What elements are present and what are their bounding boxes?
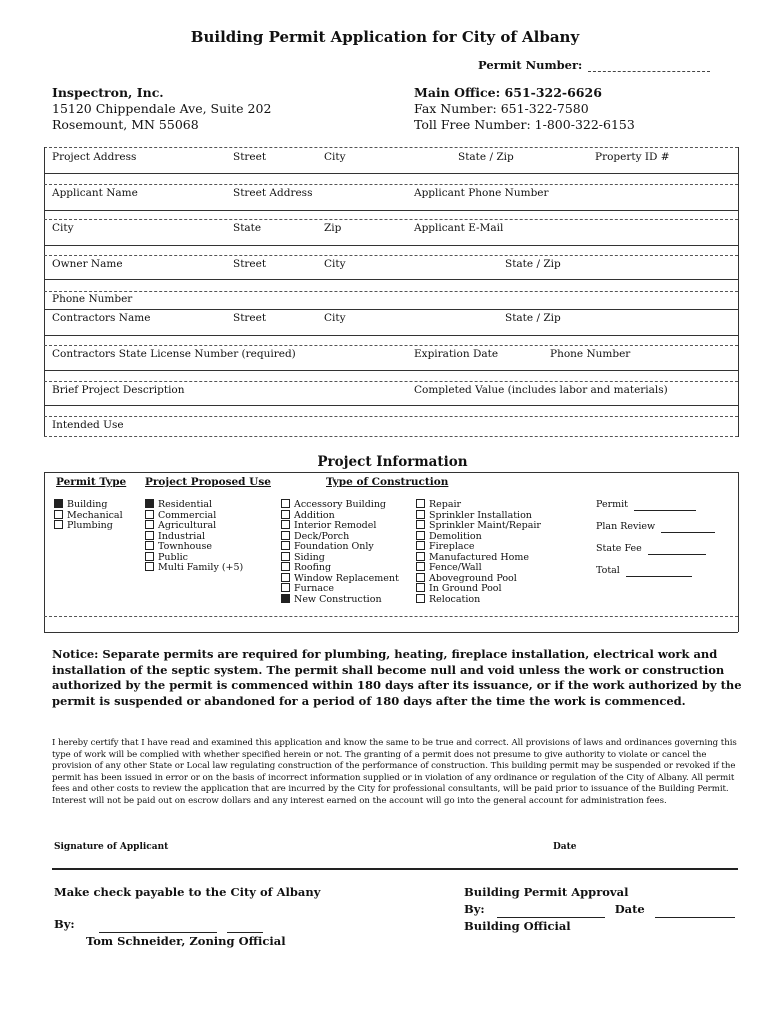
certification-text: I hereby certify that I have read and examined this application and know the same to be true and correct. All provisions of laws and ordinances governing this type of work will be complied with whether specified herein or not. The granting of a permit does not presume to give authority to violate or cancel the provision of any other State or Local law regulating construction of the performance of construction. This building permit may be suspended or revoked if the permit has been issued in error or on the basis of incorrect information supplied or in violation of any ordinance or regulation of the City of Albany. All permit fees and other costs to review the application that are incurred by the City for professional consultants, will be paid prior to issuance of the Building Permit. Interest will not be paid out on escrow dollars and any interest earned on the account will go into the general account for administration fees. (52, 738, 737, 806)
permit-type-list (54, 500, 123, 532)
form-bottom-border (44, 436, 738, 437)
by-label-text: By: (54, 917, 75, 931)
contractor-phone-label: Phone Number (550, 348, 631, 360)
fee-label: Total (596, 565, 620, 576)
phone-number-label: Phone Number (52, 293, 133, 305)
project-information-title: Project Information (317, 454, 468, 470)
signature-line[interactable] (52, 868, 738, 870)
permit-number-field[interactable] (588, 71, 710, 72)
signature-label: Signature of Applicant (54, 842, 169, 852)
permit-type-heading: Permit Type (56, 476, 127, 488)
project-address-label: Project Address (52, 151, 137, 163)
approval-date-label: Date (614, 902, 645, 916)
contractors-license-label: Contractors State License Number (required) (52, 348, 296, 360)
construction-type-option-label: New Construction (294, 593, 382, 605)
form-top-border (44, 147, 738, 148)
construction-type-option-label: Aboveground Pool (429, 572, 517, 584)
checkbox[interactable] (281, 594, 290, 603)
row-divider (44, 405, 738, 406)
completed-value-label: Completed Value (includes labor and materials) (414, 384, 668, 396)
proposed-use-option-label: Commercial (158, 509, 217, 521)
proposed-use-list (145, 500, 243, 574)
checkbox[interactable] (145, 499, 154, 508)
checkbox[interactable] (145, 541, 154, 550)
construction-type-option-label: Addition (294, 509, 335, 521)
checkbox[interactable] (281, 573, 290, 582)
fee-label: State Fee (596, 543, 642, 554)
row-divider (44, 416, 738, 417)
checkbox[interactable] (281, 531, 290, 540)
checkbox[interactable] (281, 510, 290, 519)
proposed-use-option[interactable] (145, 563, 243, 574)
fee-label: Permit (596, 499, 628, 510)
toll-free-number: Toll Free Number: 1-800-322-6153 (414, 117, 635, 132)
city-label: City (324, 151, 346, 163)
proposed-use-option-label: Residential (158, 499, 213, 510)
fee-row (596, 544, 715, 555)
company-contacts (414, 85, 635, 133)
contractor-state-zip-label: State / Zip (505, 312, 561, 324)
permit-type-option-label: Building (67, 499, 108, 510)
construction-type-option-label: Fireplace (429, 541, 475, 552)
city-label: City (52, 222, 74, 234)
row-divider (44, 381, 738, 382)
company-info (52, 85, 271, 133)
checkbox[interactable] (416, 573, 425, 582)
brief-description-label: Brief Project Description (52, 384, 185, 396)
row-divider (44, 219, 738, 220)
construction-type-option-label: Sprinkler Maint/Repair (429, 520, 541, 531)
state-zip-label: State / Zip (458, 151, 514, 163)
zip-label: Zip (324, 222, 342, 234)
form-left-border (44, 147, 45, 437)
construction-type-option-label: Roofing (294, 562, 332, 573)
construction-type-option-label: Furnace (294, 583, 334, 594)
checkbox[interactable] (281, 499, 290, 508)
construction-type-option-label: Window Replacement (294, 572, 399, 584)
row-divider (44, 345, 738, 346)
construction-list-2 (416, 500, 541, 605)
form-right-border (738, 147, 739, 437)
proposed-use-option-label: Multi Family (+5) (158, 562, 244, 573)
expiration-date-label: Expiration Date (414, 348, 499, 360)
construction-type-option-label: Accessory Building (294, 499, 387, 510)
fee-row (596, 500, 715, 511)
approval-date-line[interactable] (655, 917, 735, 918)
checkbox[interactable] (416, 541, 425, 550)
checkbox[interactable] (416, 499, 425, 508)
state-label: State (233, 222, 262, 234)
proposed-use-option-label: Public (158, 551, 188, 563)
fee-input-line[interactable] (634, 510, 696, 511)
construction-type-option-label: Foundation Only (294, 541, 374, 552)
checkbox[interactable] (281, 562, 290, 571)
checkbox[interactable] (416, 562, 425, 571)
construction-type-option-label: Siding (294, 551, 325, 563)
fee-input-line[interactable] (626, 576, 692, 577)
construction-type-heading: Type of Construction (326, 476, 449, 488)
row-divider (44, 210, 738, 211)
row-divider (44, 173, 738, 174)
fee-row (596, 566, 715, 577)
fee-input-line[interactable] (661, 532, 715, 533)
construction-type-option-label: Relocation (429, 593, 481, 605)
applicant-name-label: Applicant Name (52, 187, 138, 199)
checkbox[interactable] (145, 562, 154, 571)
checkbox[interactable] (281, 541, 290, 550)
project-info-left-border (44, 472, 45, 632)
checkbox[interactable] (54, 520, 63, 529)
contractor-street-label: Street (233, 312, 267, 324)
proposed-use-option-label: Townhouse (158, 541, 213, 552)
owner-street-label: Street (233, 258, 267, 270)
approval-title: Building Permit Approval (464, 885, 629, 899)
owner-name-label: Owner Name (52, 258, 123, 270)
notice-text: Notice: Separate permits are required for plumbing, heating, fireplace installation, electrical work and installation of the septic system. The permit shall become null and void unless the work or construction authorized by the permit is commenced within 180 days after its issuance, or if the work authorized by the permit is suspended or abandoned for a period of 180 days after the time the work is commenced. (52, 647, 742, 708)
row-divider (44, 279, 738, 280)
intended-use-label: Intended Use (52, 419, 124, 431)
construction-type-option-label: Fence/Wall (429, 562, 482, 573)
owner-state-zip-label: State / Zip (505, 258, 561, 270)
approval-by-label: By: (464, 902, 485, 916)
construction-type-option[interactable] (416, 595, 541, 606)
construction-type-option-label: Deck/Porch (294, 530, 350, 542)
proposed-use-option-label: Agricultural (158, 520, 217, 531)
checkbox[interactable] (416, 531, 425, 540)
construction-type-option-label: Repair (429, 499, 462, 510)
checkbox[interactable] (416, 594, 425, 603)
company-address-1: 15120 Chippendale Ave, Suite 202 (52, 101, 272, 116)
construction-type-option-label: Demolition (429, 530, 482, 542)
row-divider (44, 291, 738, 292)
street-address-label: Street Address (233, 187, 313, 199)
checkbox[interactable] (145, 531, 154, 540)
contractors-name-label: Contractors Name (52, 312, 151, 324)
construction-type-option-label: Interior Remodel (294, 520, 377, 531)
checkbox[interactable] (416, 552, 425, 561)
fee-label: Plan Review (596, 521, 656, 532)
project-info-right-border (738, 472, 739, 632)
permit-type-option-label: Plumbing (67, 520, 113, 531)
permit-number-label: Permit Number: (478, 58, 583, 72)
fees-list (596, 500, 715, 588)
approval-by-row (464, 901, 735, 918)
row-divider (44, 245, 738, 246)
construction-type-option-label: Manufactured Home (429, 551, 529, 563)
by-label (54, 916, 263, 933)
checkbox[interactable] (145, 520, 154, 529)
row-divider (44, 335, 738, 336)
fax-number: Fax Number: 651-322-7580 (414, 101, 589, 116)
row-divider (44, 255, 738, 256)
page-title: Building Permit Application for City of Albany (190, 28, 580, 46)
company-address-2: Rosemount, MN 55068 (52, 117, 199, 132)
company-name: Inspectron, Inc. (52, 85, 164, 100)
checkbox[interactable] (416, 510, 425, 519)
row-divider (44, 309, 738, 310)
row-divider (44, 370, 738, 371)
row-divider (44, 184, 738, 185)
street-label: Street (233, 151, 267, 163)
contractor-city-label: City (324, 312, 346, 324)
construction-type-option[interactable] (281, 595, 399, 606)
checkbox[interactable] (281, 583, 290, 592)
project-info-divider (44, 616, 738, 617)
date-label: Date (553, 842, 577, 852)
permit-type-option-label: Mechanical (67, 509, 123, 521)
official-name: Tom Schneider, Zoning Official (86, 934, 286, 948)
project-info-top-border (44, 472, 738, 473)
checkbox[interactable] (145, 552, 154, 561)
applicant-phone-label: Applicant Phone Number (414, 187, 549, 199)
checkbox[interactable] (281, 520, 290, 529)
checkbox[interactable] (416, 583, 425, 592)
construction-type-option-label: In Ground Pool (429, 583, 502, 594)
building-official-label: Building Official (464, 919, 571, 933)
checkbox[interactable] (416, 520, 425, 529)
main-office: Main Office: 651-322-6626 (414, 85, 602, 100)
checkbox[interactable] (145, 510, 154, 519)
checkbox[interactable] (281, 552, 290, 561)
owner-city-label: City (324, 258, 346, 270)
project-info-bottom-border (44, 632, 738, 633)
check-payable-text: Make check payable to the City of Albany (54, 885, 321, 899)
checkbox[interactable] (54, 510, 63, 519)
fee-row (596, 522, 715, 533)
construction-list-1 (281, 500, 399, 605)
checkbox[interactable] (54, 499, 63, 508)
proposed-use-option-label: Industrial (158, 530, 206, 542)
fee-input-line[interactable] (648, 554, 706, 555)
permit-type-option[interactable] (54, 521, 123, 532)
proposed-use-heading: Project Proposed Use (145, 476, 271, 488)
applicant-email-label: Applicant E-Mail (414, 222, 504, 234)
property-id-label: Property ID # (595, 151, 670, 163)
construction-type-option-label: Sprinkler Installation (429, 509, 532, 521)
